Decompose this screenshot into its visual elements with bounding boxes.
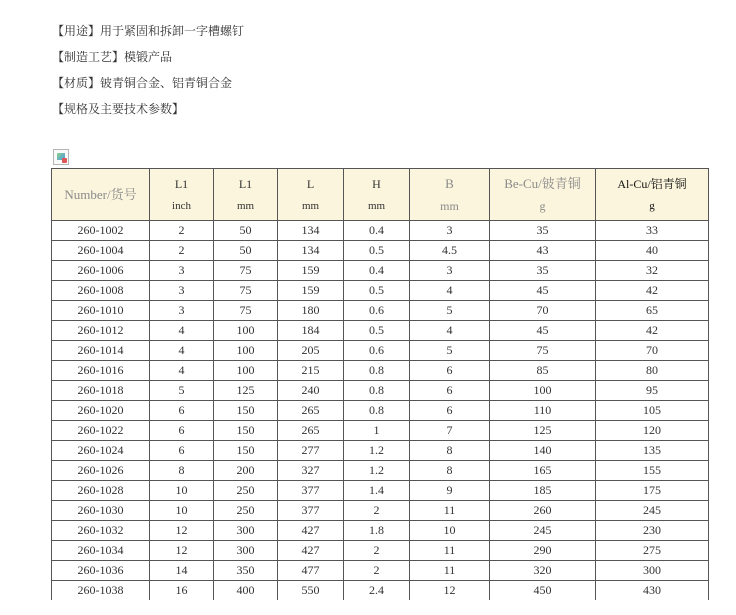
header-label: Number/货号 (64, 186, 137, 202)
cell-l-mm: 265 (278, 421, 344, 441)
cell-h-mm: 2 (344, 501, 410, 521)
cell-becu-g: 110 (490, 401, 596, 421)
cell-l1-mm: 300 (214, 521, 278, 541)
cell-l1-inch: 8 (150, 461, 214, 481)
cell-b-mm: 5 (410, 341, 490, 361)
table-row (52, 321, 709, 341)
table-row (52, 401, 709, 421)
header-unit: mm (301, 199, 320, 212)
cell-number: 260-1014 (52, 341, 150, 361)
cell-l-mm: 205 (278, 341, 344, 361)
cell-h-mm: 0.5 (344, 321, 410, 341)
cell-l1-inch: 16 (150, 581, 214, 601)
cell-l-mm: 377 (278, 501, 344, 521)
cell-h-mm: 0.4 (344, 261, 410, 281)
cell-becu-g: 290 (490, 541, 596, 561)
cell-l1-inch: 10 (150, 501, 214, 521)
cell-l-mm: 427 (278, 521, 344, 541)
cell-alcu-g: 275 (596, 541, 709, 561)
cell-l-mm: 134 (278, 241, 344, 261)
header-label: L1 (238, 176, 253, 191)
cell-alcu-g: 70 (596, 341, 709, 361)
cell-h-mm: 1.4 (344, 481, 410, 501)
cell-h-mm: 1.8 (344, 521, 410, 541)
table-row (52, 441, 709, 461)
header-label: H (372, 176, 381, 191)
table-row (52, 541, 709, 561)
cell-l1-mm: 125 (214, 381, 278, 401)
cell-alcu-g: 80 (596, 361, 709, 381)
cell-l-mm: 377 (278, 481, 344, 501)
table-row (52, 341, 709, 361)
cell-becu-g: 100 (490, 381, 596, 401)
table-row (52, 421, 709, 441)
header-h-mm (344, 169, 410, 221)
cell-number: 260-1016 (52, 361, 150, 381)
cell-h-mm: 0.5 (344, 281, 410, 301)
cell-l1-mm: 150 (214, 421, 278, 441)
cell-h-mm: 0.8 (344, 361, 410, 381)
cell-h-mm: 2 (344, 541, 410, 561)
table-body (52, 221, 709, 601)
cell-l-mm: 427 (278, 541, 344, 561)
cell-becu-g: 70 (490, 301, 596, 321)
cell-l-mm: 327 (278, 461, 344, 481)
table-row (52, 241, 709, 261)
cell-l-mm: 550 (278, 581, 344, 601)
cell-alcu-g: 33 (596, 221, 709, 241)
cell-alcu-g: 105 (596, 401, 709, 421)
cell-l-mm: 159 (278, 281, 344, 301)
cell-l1-mm: 400 (214, 581, 278, 601)
cell-becu-g: 35 (490, 261, 596, 281)
header-number (52, 169, 150, 221)
cell-l1-mm: 300 (214, 541, 278, 561)
cell-becu-g: 185 (490, 481, 596, 501)
header-unit: inch (172, 199, 191, 212)
header-label: Al-Cu/铝青铜 (617, 176, 687, 191)
cell-alcu-g: 40 (596, 241, 709, 261)
cell-l1-inch: 10 (150, 481, 214, 501)
cell-b-mm: 11 (410, 561, 490, 581)
table-row (52, 521, 709, 541)
cell-number: 260-1004 (52, 241, 150, 261)
cell-h-mm: 1 (344, 421, 410, 441)
cell-l1-inch: 6 (150, 421, 214, 441)
broken-image-icon[interactable] (53, 149, 69, 165)
table-row (52, 301, 709, 321)
cell-b-mm: 8 (410, 441, 490, 461)
cell-b-mm: 11 (410, 501, 490, 521)
cell-becu-g: 165 (490, 461, 596, 481)
cell-l1-inch: 4 (150, 321, 214, 341)
header-l-mm (278, 169, 344, 221)
cell-becu-g: 245 (490, 521, 596, 541)
cell-l1-inch: 6 (150, 401, 214, 421)
cell-b-mm: 4 (410, 281, 490, 301)
table-row (52, 561, 709, 581)
cell-alcu-g: 32 (596, 261, 709, 281)
cell-alcu-g: 95 (596, 381, 709, 401)
cell-l1-inch: 2 (150, 241, 214, 261)
cell-l1-mm: 100 (214, 361, 278, 381)
header-alcu-weight (596, 169, 709, 221)
cell-becu-g: 140 (490, 441, 596, 461)
table-row (52, 221, 709, 241)
header-unit: g (649, 199, 655, 212)
cell-l1-mm: 50 (214, 221, 278, 241)
cell-number: 260-1026 (52, 461, 150, 481)
cell-alcu-g: 300 (596, 561, 709, 581)
cell-l-mm: 477 (278, 561, 344, 581)
table-row (52, 281, 709, 301)
cell-l-mm: 180 (278, 301, 344, 321)
usage-line: 【用途】用于紧固和拆卸一字槽螺钉 (52, 24, 245, 38)
cell-l1-inch: 14 (150, 561, 214, 581)
cell-alcu-g: 230 (596, 521, 709, 541)
cell-h-mm: 1.2 (344, 441, 410, 461)
cell-number: 260-1036 (52, 561, 150, 581)
cell-b-mm: 8 (410, 461, 490, 481)
cell-h-mm: 0.6 (344, 341, 410, 361)
material-line: 【材质】铍青铜合金、铝青铜合金 (52, 76, 233, 90)
cell-l1-mm: 350 (214, 561, 278, 581)
header-label: L (306, 176, 315, 191)
cell-becu-g: 85 (490, 361, 596, 381)
table-row (52, 461, 709, 481)
cell-b-mm: 7 (410, 421, 490, 441)
cell-alcu-g: 65 (596, 301, 709, 321)
cell-number: 260-1010 (52, 301, 150, 321)
product-intro (52, 18, 244, 122)
cell-alcu-g: 430 (596, 581, 709, 601)
cell-h-mm: 1.2 (344, 461, 410, 481)
cell-l-mm: 159 (278, 261, 344, 281)
cell-b-mm: 6 (410, 381, 490, 401)
table-row (52, 581, 709, 601)
cell-h-mm: 0.6 (344, 301, 410, 321)
header-unit: g (539, 198, 546, 213)
cell-becu-g: 75 (490, 341, 596, 361)
table-row (52, 481, 709, 501)
cell-becu-g: 43 (490, 241, 596, 261)
cell-number: 260-1030 (52, 501, 150, 521)
header-label: B (445, 175, 454, 191)
cell-l1-inch: 6 (150, 441, 214, 461)
cell-l1-mm: 100 (214, 321, 278, 341)
cell-b-mm: 3 (410, 221, 490, 241)
cell-number: 260-1038 (52, 581, 150, 601)
cell-number: 260-1020 (52, 401, 150, 421)
cell-alcu-g: 175 (596, 481, 709, 501)
cell-becu-g: 125 (490, 421, 596, 441)
cell-b-mm: 6 (410, 401, 490, 421)
cell-becu-g: 45 (490, 321, 596, 341)
cell-l-mm: 184 (278, 321, 344, 341)
cell-b-mm: 12 (410, 581, 490, 601)
cell-l-mm: 215 (278, 361, 344, 381)
header-becu-weight (490, 169, 596, 221)
cell-alcu-g: 42 (596, 321, 709, 341)
table-row (52, 261, 709, 281)
cell-alcu-g: 135 (596, 441, 709, 461)
cell-l1-inch: 5 (150, 381, 214, 401)
cell-l1-mm: 100 (214, 341, 278, 361)
cell-b-mm: 9 (410, 481, 490, 501)
cell-alcu-g: 155 (596, 461, 709, 481)
process-line: 【制造工艺】模锻产品 (52, 50, 173, 64)
cell-l1-mm: 250 (214, 501, 278, 521)
cell-becu-g: 45 (490, 281, 596, 301)
cell-b-mm: 6 (410, 361, 490, 381)
cell-h-mm: 0.8 (344, 401, 410, 421)
header-unit: mm (367, 199, 386, 212)
cell-h-mm: 2 (344, 561, 410, 581)
cell-l1-inch: 12 (150, 541, 214, 561)
cell-l1-inch: 3 (150, 261, 214, 281)
cell-b-mm: 4.5 (410, 241, 490, 261)
cell-number: 260-1008 (52, 281, 150, 301)
cell-number: 260-1022 (52, 421, 150, 441)
cell-number: 260-1034 (52, 541, 150, 561)
cell-l1-inch: 4 (150, 361, 214, 381)
cell-b-mm: 3 (410, 261, 490, 281)
cell-l-mm: 277 (278, 441, 344, 461)
cell-becu-g: 35 (490, 221, 596, 241)
cell-number: 260-1018 (52, 381, 150, 401)
cell-b-mm: 10 (410, 521, 490, 541)
cell-l-mm: 240 (278, 381, 344, 401)
cell-number: 260-1024 (52, 441, 150, 461)
header-label: L1 (174, 176, 189, 191)
cell-b-mm: 4 (410, 321, 490, 341)
cell-l1-inch: 3 (150, 281, 214, 301)
cell-number: 260-1012 (52, 321, 150, 341)
cell-l1-mm: 150 (214, 401, 278, 421)
cell-alcu-g: 245 (596, 501, 709, 521)
cell-h-mm: 0.8 (344, 381, 410, 401)
cell-l-mm: 265 (278, 401, 344, 421)
cell-l1-inch: 3 (150, 301, 214, 321)
cell-l1-mm: 75 (214, 261, 278, 281)
cell-l1-inch: 4 (150, 341, 214, 361)
cell-number: 260-1002 (52, 221, 150, 241)
header-l1-mm (214, 169, 278, 221)
cell-becu-g: 260 (490, 501, 596, 521)
cell-alcu-g: 120 (596, 421, 709, 441)
cell-l1-mm: 200 (214, 461, 278, 481)
cell-b-mm: 5 (410, 301, 490, 321)
header-b-mm (410, 169, 490, 221)
cell-becu-g: 450 (490, 581, 596, 601)
header-unit: mm (236, 199, 255, 212)
cell-l1-mm: 150 (214, 441, 278, 461)
header-l1-inch (150, 169, 214, 221)
spec-heading: 【规格及主要技术参数】 (52, 102, 185, 116)
header-label: Be-Cu/铍青铜 (504, 175, 581, 191)
cell-becu-g: 320 (490, 561, 596, 581)
cell-h-mm: 0.4 (344, 221, 410, 241)
cell-l1-mm: 50 (214, 241, 278, 261)
cell-h-mm: 0.5 (344, 241, 410, 261)
table-row (52, 361, 709, 381)
cell-number: 260-1032 (52, 521, 150, 541)
cell-l-mm: 134 (278, 221, 344, 241)
cell-l1-mm: 75 (214, 301, 278, 321)
cell-number: 260-1028 (52, 481, 150, 501)
header-unit: mm (440, 198, 459, 213)
cell-alcu-g: 42 (596, 281, 709, 301)
cell-number: 260-1006 (52, 261, 150, 281)
cell-l1-inch: 2 (150, 221, 214, 241)
cell-h-mm: 2.4 (344, 581, 410, 601)
spec-table (51, 168, 709, 600)
table-header-row (52, 169, 709, 221)
cell-b-mm: 11 (410, 541, 490, 561)
cell-l1-mm: 250 (214, 481, 278, 501)
table-row (52, 381, 709, 401)
table-row (52, 501, 709, 521)
cell-l1-inch: 12 (150, 521, 214, 541)
cell-l1-mm: 75 (214, 281, 278, 301)
